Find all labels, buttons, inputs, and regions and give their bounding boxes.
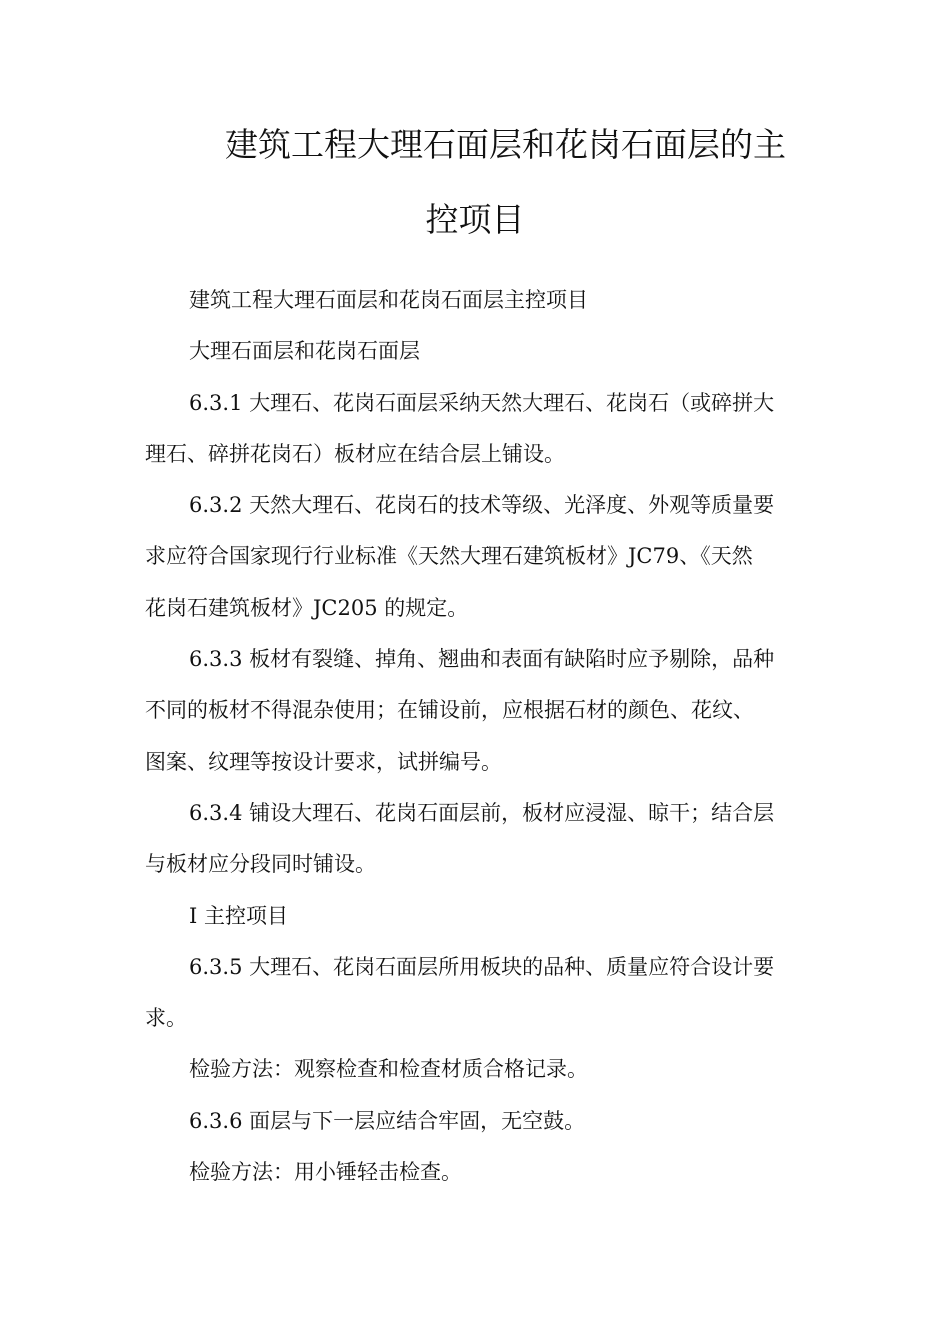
paragraph-heading [145, 275, 805, 326]
document-body [145, 275, 805, 1198]
paragraph-6-3-3 [145, 634, 805, 788]
paragraph-inspection-method-2 [145, 1147, 805, 1198]
paragraph-section-title [145, 326, 805, 377]
paragraph-line: I 主控项目 [189, 903, 288, 928]
paragraph-line: 大理石面层和花岗石面层 [189, 339, 420, 364]
paragraph-line: 理石、碎拼花岗石）板材应在结合层上铺设。 [145, 441, 565, 466]
paragraph-line: 求。 [145, 1006, 187, 1031]
document-title-line-2: 控项目 [425, 200, 525, 239]
paragraph-line: 6.3.3 板材有裂缝、掉角、翘曲和表面有缺陷时应予剔除，品种 [189, 647, 775, 672]
paragraph-6-3-2 [145, 480, 805, 634]
paragraph-6-3-4 [145, 788, 805, 891]
paragraph-line: 检验方法：用小锤轻击检查。 [189, 1160, 462, 1185]
paragraph-6-3-5 [145, 942, 805, 1045]
paragraph-line: 不同的板材不得混杂使用；在铺设前，应根据石材的颜色、花纹、 [145, 698, 754, 723]
paragraph-inspection-method-1 [145, 1044, 805, 1095]
paragraph-line: 6.3.6 面层与下一层应结合牢固，无空鼓。 [189, 1108, 586, 1133]
paragraph-6-3-6 [145, 1096, 805, 1147]
paragraph-line: 6.3.1 大理石、花岗石面层采纳天然大理石、花岗石（或碎拼大 [189, 390, 775, 415]
paragraph-line: 与板材应分段同时铺设。 [145, 852, 376, 877]
paragraph-line: 6.3.2 天然大理石、花岗石的技术等级、光泽度、外观等质量要 [189, 493, 775, 518]
document-title-line-1: 建筑工程大理石面层和花岗石面层的主 [225, 125, 786, 164]
paragraph-6-3-1 [145, 378, 805, 481]
paragraph-line: 图案、纹理等按设计要求，试拼编号。 [145, 749, 502, 774]
paragraph-line: 6.3.5 大理石、花岗石面层所用板块的品种、质量应符合设计要 [189, 954, 775, 979]
paragraph-line: 求应符合国家现行行业标准《天然大理石建筑板材》JC79、《天然 [145, 544, 753, 569]
paragraph-main-control-heading [145, 891, 805, 942]
paragraph-line: 检验方法：观察检查和检查材质合格记录。 [189, 1057, 588, 1082]
paragraph-line: 花岗石建筑板材》JC205 的规定。 [145, 595, 469, 620]
paragraph-line: 6.3.4 铺设大理石、花岗石面层前，板材应浸湿、晾干；结合层 [189, 800, 775, 825]
paragraph-line: 建筑工程大理石面层和花岗石面层主控项目 [189, 288, 588, 312]
